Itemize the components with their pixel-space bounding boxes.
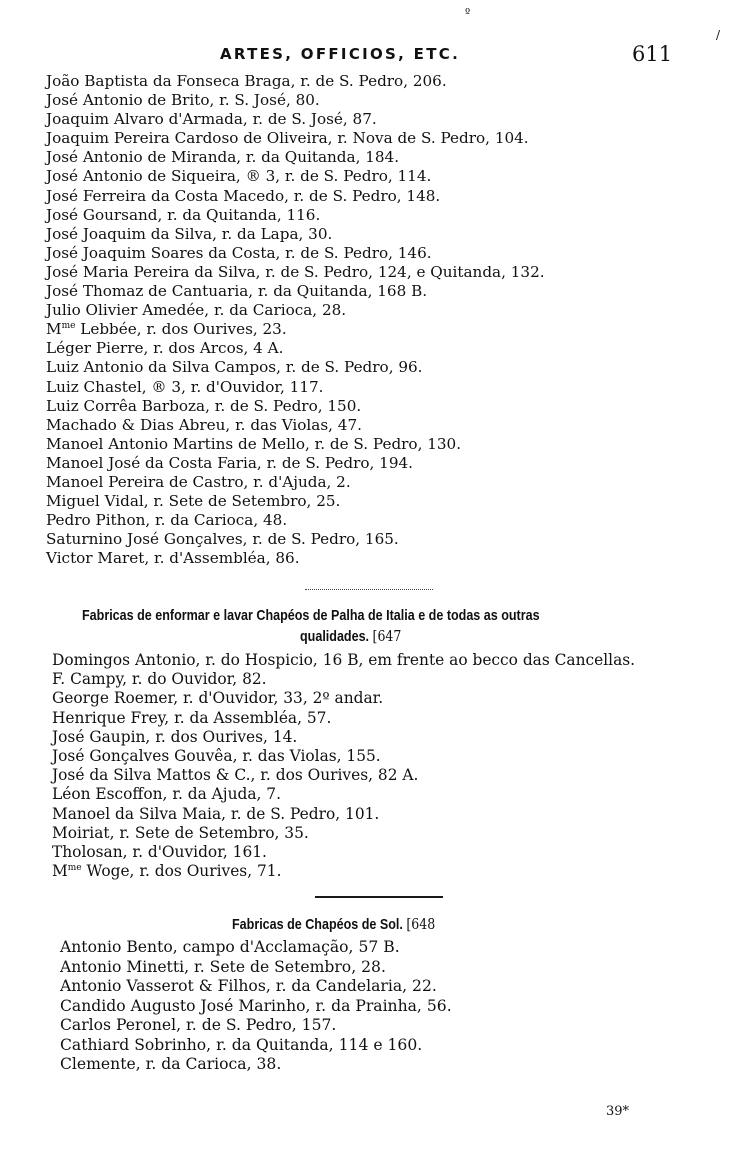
list-item: Saturnino José Gonçalves, r. de S. Pedro, 165.: [46, 530, 399, 549]
list-item: José Joaquim da Silva, r. da Lapa, 30.: [46, 224, 333, 243]
list-item: João Baptista da Fonseca Braga, r. de S. Pedro, 206.: [46, 72, 447, 90]
list-item: José Joaquim Soares da Costa, r. de S. Pedro, 146.: [46, 243, 432, 262]
list-item: Henrique Frey, r. da Assembléa, 57.: [52, 708, 332, 727]
list-item: George Roemer, r. d'Ouvidor, 33, 2º andar.: [52, 689, 384, 708]
mme-prefix: M: [52, 862, 68, 881]
list-item: F. Campy, r. do Ouvidor, 82.: [52, 670, 267, 689]
list-item: José Antonio de Miranda, r. da Quitanda, 184.: [46, 148, 400, 167]
section-divider-rule: [315, 896, 443, 898]
section-heading-sol: Fabricas de Chapéos de Sol. [648: [232, 916, 436, 933]
list-item: Pedro Pithon, r. da Carioca, 48.: [46, 511, 288, 530]
margin-mark: /: [716, 28, 721, 42]
list-item: Antonio Vasserot & Filhos, r. da Candelaria, 22.: [60, 977, 437, 995]
directory-list-palha: [52, 651, 635, 881]
mme-prefix: M: [46, 320, 62, 339]
list-item: Manoel da Silva Maia, r. de S. Pedro, 101.: [52, 804, 380, 823]
list-item: Julio Olivier Amedée, r. da Carioca, 28.: [46, 301, 347, 320]
list-item: Luiz Chastel, ® 3, r. d'Ouvidor, 117.: [46, 377, 324, 396]
list-item: Moiriat, r. Sete de Setembro, 35.: [52, 823, 309, 842]
list-item: Antonio Minetti, r. Sete de Setembro, 28.: [60, 957, 386, 976]
list-item: Domingos Antonio, r. do Hospicio, 16 B, em frente ao becco das Cancellas.: [52, 651, 636, 669]
page-number: 611: [632, 42, 673, 66]
list-item: Cathiard Sobrinho, r. da Quitanda, 114 e 160.: [60, 1035, 423, 1054]
signature-mark: 39*: [606, 1104, 630, 1119]
list-item: Machado & Dias Abreu, r. das Violas, 47.: [46, 415, 362, 434]
list-item: José Antonio de Brito, r. S. José, 80.: [46, 91, 320, 110]
list-item: Tholosan, r. d'Ouvidor, 161.: [52, 842, 267, 861]
list-item: José Gonçalves Gouvêa, r. das Violas, 155.: [52, 746, 381, 765]
section-ref: [647: [372, 628, 402, 645]
list-item: José Antonio de Siqueira, ® 3, r. de S. Pedro, 114.: [46, 167, 432, 186]
list-item: José Maria Pereira da Silva, r. de S. Pedro, 124, e Quitanda, 132.: [46, 262, 545, 281]
top-printer-mark: º: [465, 6, 471, 19]
page-header: [0, 42, 736, 69]
list-item: Luiz Antonio da Silva Campos, r. de S. Pedro, 96.: [46, 358, 423, 377]
directory-list-sol: [60, 938, 452, 1075]
list-item: $M^{me}$ Woge, r. dos Ourives, 71.: [52, 862, 282, 881]
section-heading-palha: Fabricas de enformar e lavar Chapéos de Palha de Italia e de todas as outras: [82, 608, 540, 624]
section-ref: [648: [406, 916, 436, 933]
mme-superscript: me: [67, 863, 82, 874]
section-divider-dotted: [305, 589, 433, 590]
list-item: Manoel Pereira de Castro, r. d'Ajuda, 2.: [46, 472, 351, 491]
section-heading-palha-cont: qualidades. [647: [300, 628, 402, 645]
list-item: Manoel Antonio Martins de Mello, r. de S. Pedro, 130.: [46, 434, 462, 453]
list-item: $M^{me}$ Lebbée, r. dos Ourives, 23.: [46, 320, 287, 339]
list-item: Léger Pierre, r. dos Arcos, 4 A.: [46, 339, 284, 358]
list-item: José Thomaz de Cantuaria, r. da Quitanda, 168 B.: [46, 282, 428, 301]
list-item: José da Silva Mattos & C., r. dos Ourives, 82 A.: [52, 766, 419, 785]
list-item: Léon Escoffon, r. da Ajuda, 7.: [52, 785, 281, 804]
list-item: Joaquim Pereira Cardoso de Oliveira, r. Nova de S. Pedro, 104.: [46, 129, 529, 148]
list-item: Miguel Vidal, r. Sete de Setembro, 25.: [46, 492, 341, 511]
list-item: Carlos Peronel, r. de S. Pedro, 157.: [60, 1016, 337, 1034]
directory-list-top: [46, 72, 545, 568]
list-item: José Goursand, r. da Quitanda, 116.: [46, 205, 321, 224]
list-item: Clemente, r. da Carioca, 38.: [60, 1055, 282, 1073]
mme-superscript: me: [61, 321, 76, 332]
running-title: ARTES, OFFICIOS, ETC.: [220, 45, 461, 63]
list-item: José Gaupin, r. dos Ourives, 14.: [52, 727, 298, 746]
list-item: Candido Augusto José Marinho, r. da Prainha, 56.: [60, 996, 452, 1015]
list-item: José Ferreira da Costa Macedo, r. de S. Pedro, 148.: [46, 186, 441, 205]
list-item: Victor Maret, r. d'Assembléa, 86.: [46, 549, 300, 568]
list-item: Joaquim Alvaro d'Armada, r. de S. José, 87.: [46, 110, 377, 129]
list-item: Manoel José da Costa Faria, r. de S. Pedro, 194.: [46, 453, 414, 472]
list-item: Antonio Bento, campo d'Acclamação, 57 B.: [60, 938, 400, 956]
list-item: Luiz Corrêa Barboza, r. de S. Pedro, 150.: [46, 396, 362, 415]
